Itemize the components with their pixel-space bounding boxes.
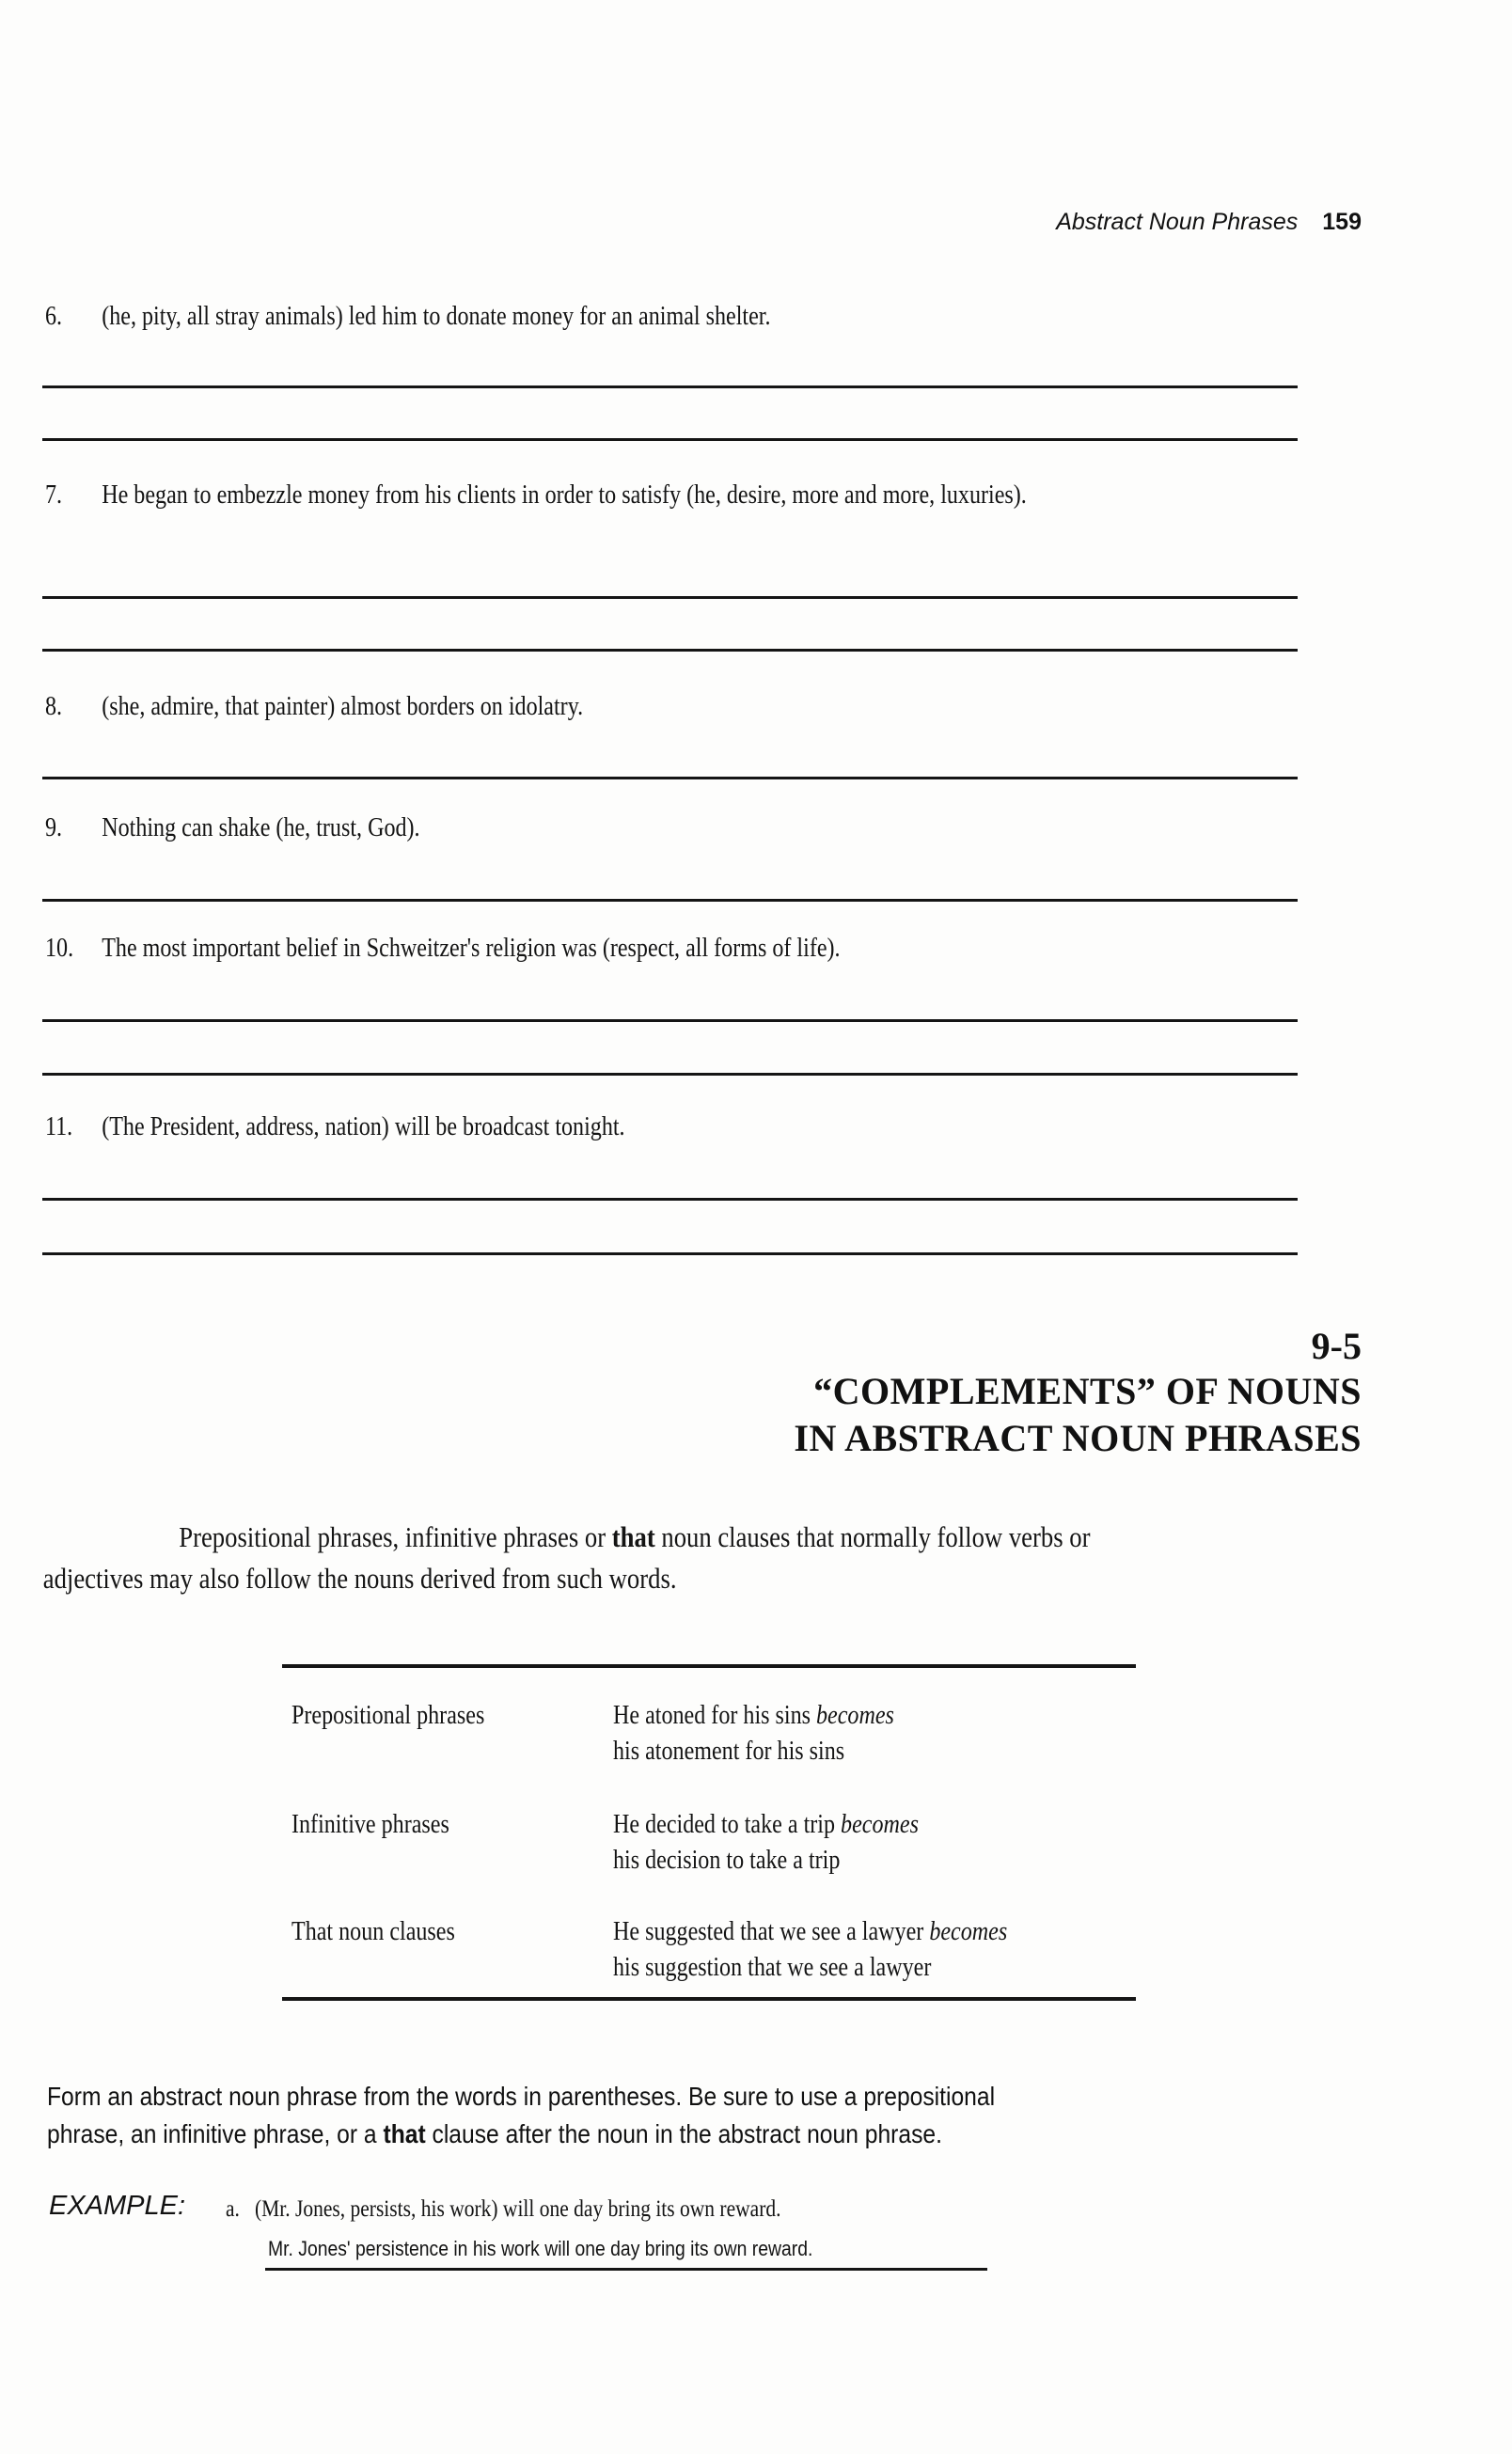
example-prompt-text: (Mr. Jones, persists, his work) will one day bring its own reward. [254, 2196, 781, 2222]
becomes-word: becomes [816, 1701, 894, 1730]
intro-text: noun clauses that normally follow verbs or [654, 1520, 1091, 1553]
exercise-number: 9. [45, 813, 63, 842]
becomes-word: becomes [929, 1917, 1008, 1946]
example-sentence: He suggested that we see a lawyer [613, 1917, 924, 1946]
intro-text: Prepositional phrases, infinitive phrases or [179, 1520, 612, 1553]
instructions [47, 2078, 1338, 2153]
exercise-text: (she, admire, that painter) almost borders on idolatry. [102, 692, 584, 721]
table-row-example [613, 1914, 1007, 1986]
instructions-text: Form an abstract noun phrase from the words in parentheses. Be sure to use a prepositional [47, 2082, 996, 2111]
result-phrase: his suggestion that we see a lawyer [613, 1953, 932, 1982]
intro-paragraph [42, 1517, 1340, 1599]
answer-line[interactable] [42, 777, 1298, 779]
example-letter: a. [226, 2196, 240, 2222]
table-row-example [613, 1807, 919, 1879]
exercise-number: 7. [45, 480, 63, 510]
result-phrase: his decision to take a trip [613, 1846, 841, 1875]
table-row-label: That noun clauses [291, 1917, 455, 1946]
answer-line[interactable] [42, 1073, 1298, 1076]
becomes-word: becomes [841, 1810, 919, 1839]
exercise-number: 11. [45, 1112, 73, 1141]
result-phrase: his atonement for his sins [613, 1737, 845, 1766]
example-label: EXAMPLE: [49, 2191, 186, 2221]
section-number: 9-5 [1311, 1325, 1362, 1367]
exercise-number: 10. [45, 934, 74, 963]
exercise-text: (The President, address, nation) will be broadcast tonight. [102, 1112, 625, 1141]
running-title: Abstract Noun Phrases [1056, 209, 1299, 235]
section-title-line2: IN ABSTRACT NOUN PHRASES [794, 1417, 1362, 1459]
exercise-item-9 [45, 810, 1121, 846]
exercise-text: The most important belief in Schweitzer's religion was (respect, all forms of life). [102, 934, 841, 963]
example-sentence: He atoned for his sins [613, 1701, 811, 1730]
exercise-text: (he, pity, all stray animals) led him to donate money for an animal shelter. [102, 302, 771, 331]
answer-line[interactable] [42, 596, 1298, 599]
table-row-example [613, 1698, 894, 1770]
example-answer: Mr. Jones' persistence in his work will one day bring its own reward. [268, 2237, 813, 2260]
answer-line[interactable] [42, 899, 1298, 902]
table-row-label: Infinitive phrases [291, 1810, 449, 1839]
instructions-text: clause after the noun in the abstract noun phrase. [425, 2119, 942, 2148]
exercise-number: 8. [45, 692, 63, 721]
exercise-item-8 [45, 689, 1121, 725]
exercise-item-6 [45, 299, 1121, 335]
answer-line[interactable] [42, 649, 1298, 652]
exercise-item-11 [45, 1109, 1121, 1145]
answer-line[interactable] [42, 1019, 1298, 1022]
example-answer-underline [265, 2268, 987, 2271]
running-header [1056, 209, 1362, 236]
instructions-emphasis: that [383, 2119, 426, 2148]
page-number: 159 [1322, 209, 1362, 235]
example-prompt [226, 2194, 780, 2226]
table-top-rule [282, 1664, 1136, 1668]
answer-line[interactable] [42, 385, 1298, 388]
answer-line[interactable] [42, 1198, 1298, 1201]
exercise-item-10 [45, 931, 1121, 967]
intro-emphasis: that [611, 1520, 655, 1553]
example-sentence: He decided to take a trip [613, 1810, 836, 1839]
instructions-text: phrase, an infinitive phrase, or a [47, 2119, 384, 2148]
table-row-label: Prepositional phrases [291, 1701, 485, 1730]
exercise-item-7 [45, 478, 1307, 513]
exercise-text: Nothing can shake (he, trust, God). [102, 813, 420, 842]
exercise-text: He began to embezzle money from his clients in order to satisfy (he, desire, more and more, luxuries). [102, 480, 1027, 510]
exercise-number: 6. [45, 302, 63, 331]
intro-text: adjectives may also follow the nouns derived from such words. [42, 1562, 677, 1595]
answer-line[interactable] [42, 1252, 1298, 1255]
section-title-line1: “COMPLEMENTS” OF NOUNS [813, 1370, 1362, 1412]
answer-line[interactable] [42, 438, 1298, 441]
table-bottom-rule [282, 1997, 1136, 2001]
